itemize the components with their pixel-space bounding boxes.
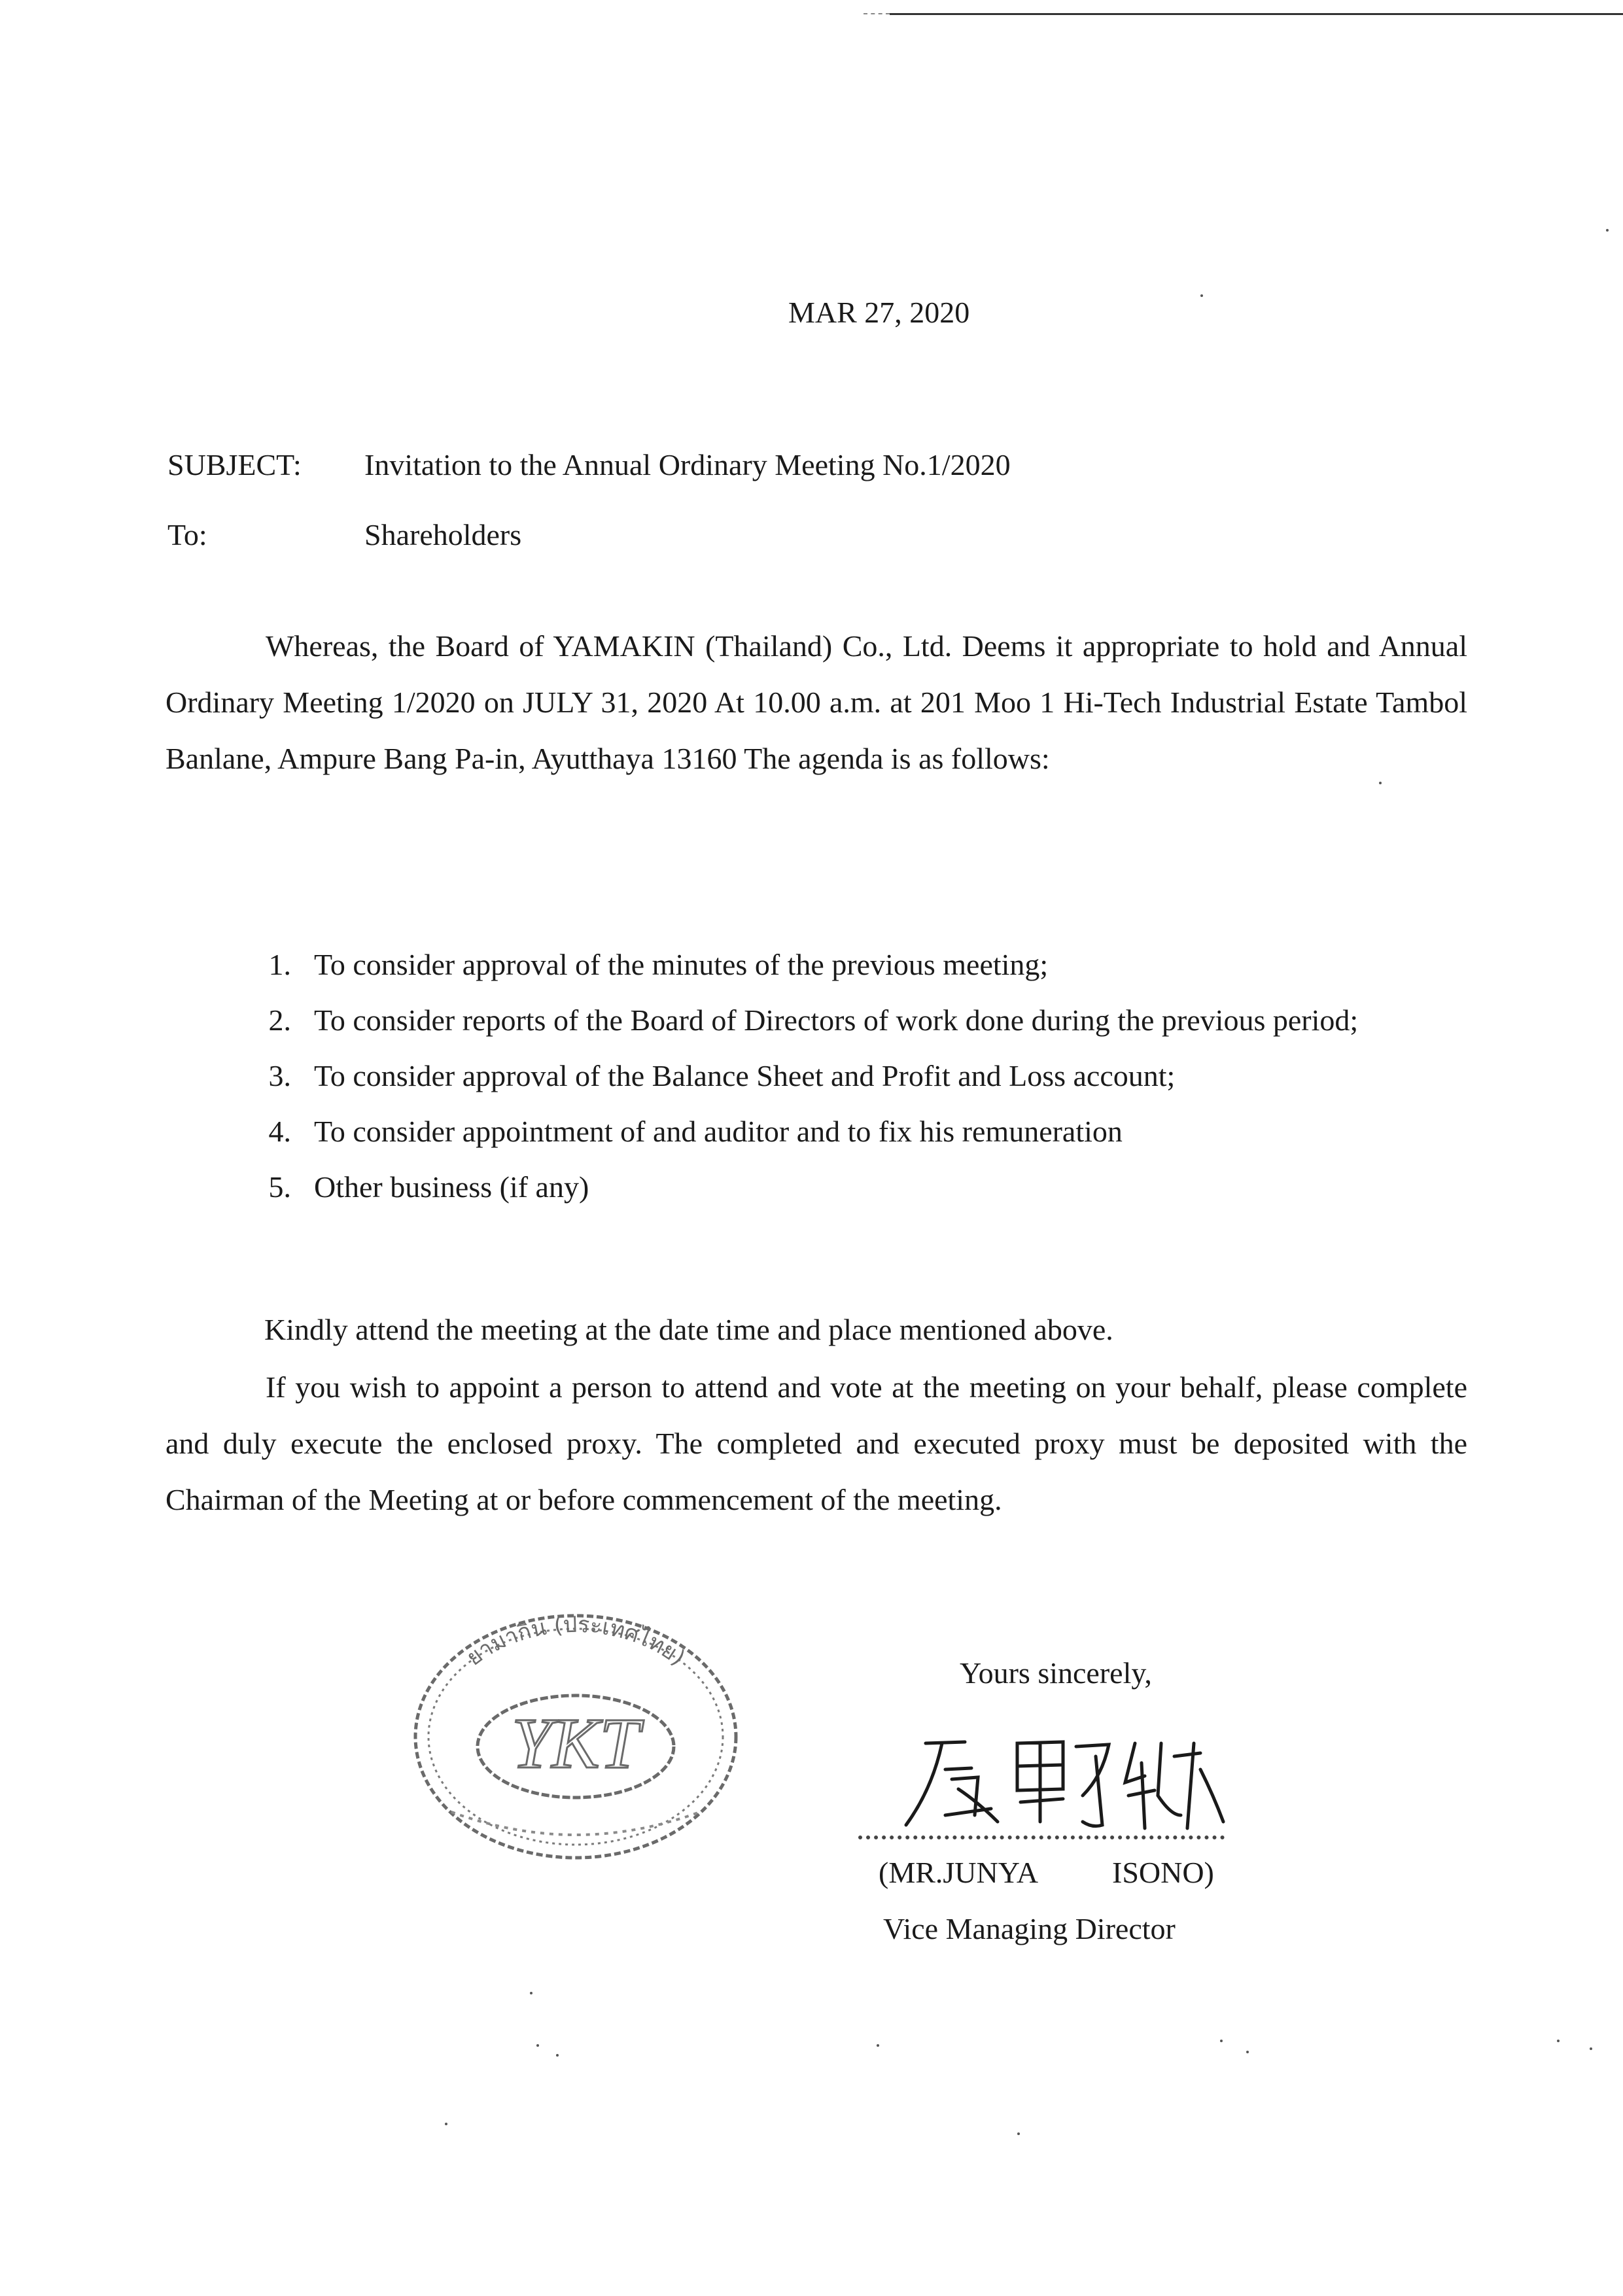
top-rule <box>890 13 1623 15</box>
subject-text: Invitation to the Annual Ordinary Meeting No.1/2020 <box>364 448 1011 481</box>
agenda-item-number: 4. <box>268 1115 291 1148</box>
proxy-paragraph: If you wish to appoint a person to attend and vote at the meeting on your behalf, please complete and duly execute the enclosed proxy. The completed and executed proxy must be deposited with the Chairman of the Meeting at or before commencement of the meeting. <box>166 1370 1467 1516</box>
scan-speck <box>530 1992 532 1994</box>
subject-label: SUBJECT: <box>167 448 302 481</box>
agenda-item-number: 2. <box>268 1003 291 1037</box>
agenda-item-text: To consider approval of the Balance Sheet and Profit and Loss account; <box>314 1059 1176 1092</box>
agenda-item-number: 3. <box>268 1059 291 1092</box>
seal-thai-text: ยามากิน (ประเทศไทย) <box>461 1611 690 1671</box>
scan-speck <box>556 2054 559 2057</box>
scan-speck <box>1606 229 1609 232</box>
closing-line: Kindly attend the meeting at the date time and place mentioned above. <box>264 1313 1113 1346</box>
scan-speck <box>1557 2040 1560 2042</box>
agenda-item-text: To consider approval of the minutes of the previous meeting; <box>314 948 1049 981</box>
svg-text:ยามากิน (ประเทศไทย) <box>462 1612 690 1671</box>
to-label: To: <box>167 518 207 551</box>
agenda-item-text: Other business (if any) <box>314 1170 589 1204</box>
agenda-item-number: 5. <box>268 1170 291 1204</box>
intro-paragraph: Whereas, the Board of YAMAKIN (Thailand) Co., Ltd. Deems it appropriate to hold and Annual Ordinary Meeting 1/2020 on JULY 31, 2020 At 10.00 a.m. at 201 Moo 1 Hi-Tech Industrial Estate Tambol Banlane, Ampure Bang Pa-in, Ayutthaya 13160 The agenda is as follows: <box>166 629 1467 775</box>
signatory-title: Vice Managing Director <box>883 1912 1176 1945</box>
company-seal <box>399 1596 752 1871</box>
signatory-name-prefix: (MR.JUNYA <box>879 1856 1039 1889</box>
scan-speck <box>1200 294 1203 297</box>
scan-speck <box>536 2044 539 2047</box>
salutation: Yours sincerely, <box>960 1656 1152 1690</box>
seal-logo-text: YKT <box>512 1703 640 1783</box>
signature-line <box>858 1835 1225 1839</box>
scan-speck <box>877 2044 879 2047</box>
scan-speck <box>445 2123 447 2125</box>
agenda-item-text: To consider appointment of and auditor and to fix his remuneration <box>314 1115 1123 1148</box>
signatory-name-suffix: ISONO) <box>1112 1856 1214 1889</box>
top-rule-dash <box>864 13 890 14</box>
agenda-item-text: To consider reports of the Board of Directors of work done during the previous period; <box>314 1003 1359 1037</box>
scan-speck <box>1017 2132 1020 2135</box>
company-seal-graphic <box>399 1596 752 1871</box>
scan-speck <box>1220 2040 1223 2042</box>
agenda-item-number: 1. <box>268 948 291 981</box>
scan-speck <box>1379 782 1382 784</box>
scan-speck <box>1590 2047 1592 2050</box>
signature <box>867 1717 1233 1832</box>
to-text: Shareholders <box>364 518 522 551</box>
signature-graphic <box>867 1717 1233 1832</box>
letter-date: MAR 27, 2020 <box>788 296 970 329</box>
scan-speck <box>1246 2051 1249 2053</box>
